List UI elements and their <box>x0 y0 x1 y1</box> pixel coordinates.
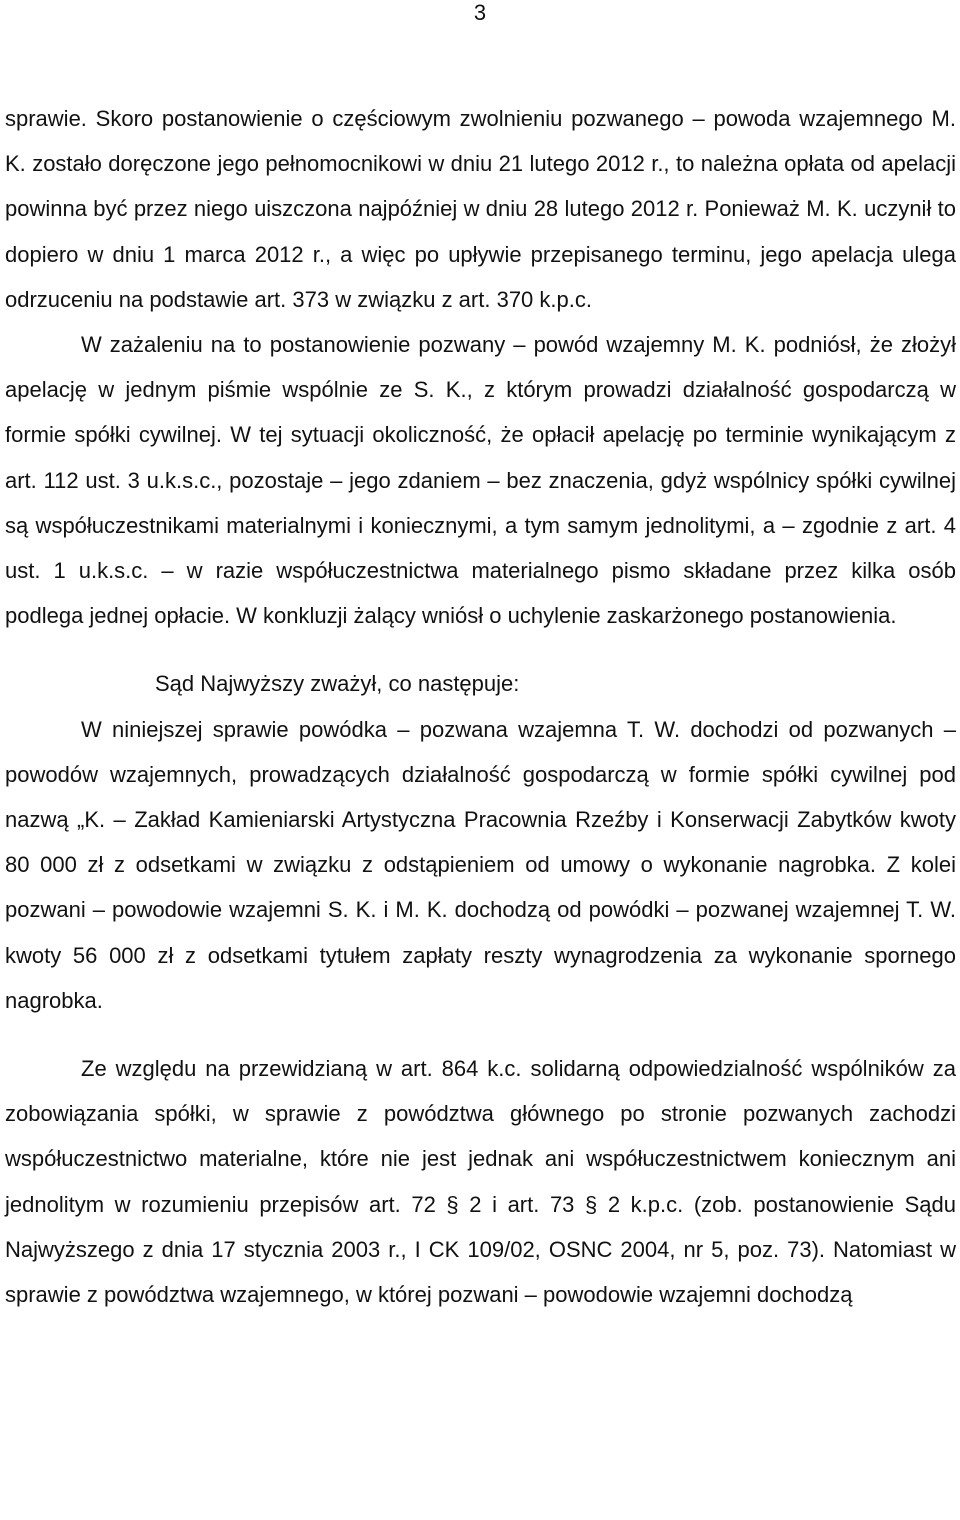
paragraph-2: W zażaleniu na to postanowienie pozwany – powód wzajemny M. K. podniósł, że złożył apelację w jednym piśmie wspólnie ze S. K., z którym prowadzi działalność gospodarczą w formie spółki cywilnej. W tej sytuacji okoliczność, że opłacił apelację po terminie wynikającym z art. 112 ust. 3 u.k.s.c., pozostaje – jego zdaniem – bez znaczenia, gdyż wspólnicy spółki cywilnej są współuczestnikami materialnymi i koniecznymi, a tym samym jednolitymi, a – zgodnie z art. 4 ust. 1 u.k.s.c. – w razie współuczestnictwa materialnego pismo składane przez kilka osób podlega jednej opłacie. W konkluzji żalący wniósł o uchylenie zaskarżonego postanowienia. <box>5 332 956 629</box>
page-number: 3 <box>473 0 487 25</box>
paragraph-1: sprawie. Skoro postanowienie o częściowym zwolnieniu pozwanego – powoda wzajemnego M. K. zostało doręczone jego pełnomocnikowi w dniu 21 lutego 2012 r., to należna opłata od apelacji powinna być przez niego uiszczona najpóźniej w dniu 28 lutego 2012 r. Ponieważ M. K. uczynił to dopiero w dniu 1 marca 2012 r., a więc po upływie przepisanego terminu, jego apelacja ulega odrzuceniu na podstawie art. 373 w związku z art. 370 k.p.c. <box>5 106 956 312</box>
paragraph-4: Ze względu na przewidzianą w art. 864 k.c. solidarną odpowiedzialność wspólników za zobowiązania spółki, w sprawie z powództwa głównego po stronie pozwanych zachodzi współuczestnictwo materialne, które nie jest jednak ani współuczestnictwem koniecznym ani jednolitym w rozumieniu przepisów art. 72 § 2 i art. 73 § 2 k.p.c. (zob. postanowienie Sądu Najwyższego z dnia 17 stycznia 2003 r., I CK 109/02, OSNC 2004, nr 5, poz. 73). Natomiast w sprawie z powództwa wzajemnego, w której pozwani – powodowie wzajemni dochodzą <box>5 1056 956 1308</box>
paragraph-3: W niniejszej sprawie powódka – pozwana wzajemna T. W. dochodzi od pozwanych – powodów wzajemnych, prowadzących działalność gospodarczą w formie spółki cywilnej pod nazwą „K. – Zakład Kamieniarski Artystyczna Pracownia Rzeźby i Konserwacji Zabytków kwoty 80 000 zł z odsetkami w związku z odstąpieniem od umowy o wykonanie nagrobka. Z kolei pozwani – powodowie wzajemni S. K. i M. K. dochodzą od powódki – pozwanej wzajemnej T. W. kwoty 56 000 zł z odsetkami tytułem zapłaty reszty wynagrodzenia za wykonanie spornego nagrobka. <box>5 716 956 1013</box>
section-heading: Sąd Najwyższy zważył, co następuje: <box>155 671 520 697</box>
document-body <box>5 96 956 1317</box>
